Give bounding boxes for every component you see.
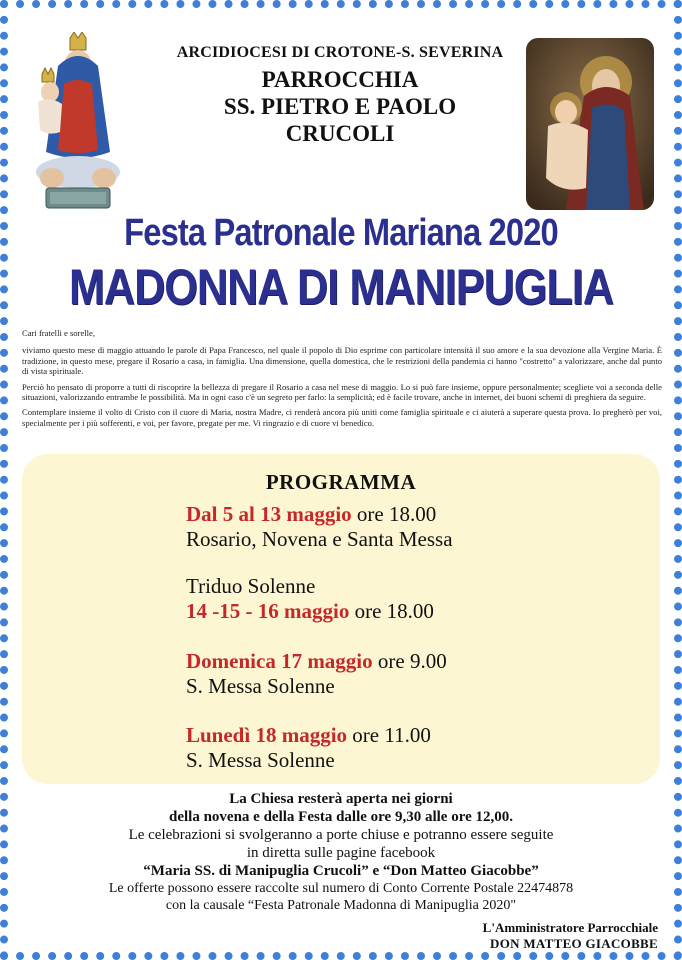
programme-desc: Rosario, Novena e Santa Messa	[186, 527, 453, 551]
festival-title: Festa Patronale Mariana 2020	[124, 212, 558, 254]
offer-line: con la causale “Festa Patronale Madonna di Manipuglia 2020"	[165, 898, 517, 913]
programme-item	[186, 723, 431, 773]
programme-time: ore 18.00	[351, 502, 437, 526]
programme-item	[186, 574, 434, 624]
info-line: Le celebrazioni si svolgeranno a porte chiuse e potranno essere seguite	[128, 827, 554, 843]
info-line: in diretta sulle pagine facebook	[246, 845, 436, 861]
programme-title: PROGRAMMA	[265, 470, 417, 494]
info-line: della novena e della Festa dalle ore 9,30 alle ore 12,00.	[169, 809, 513, 825]
letter-paragraph: viviamo questo mese di maggio attuando le parole di Papa Francesco, nel quale il popolo di Dio esprime con particolare intensità il suo amore e la sua devozione alla Vergine Maria. È tradizione, in questo mese, pregare il Rosario a casa, in famiglia. Una dimensione, quella domestica, che le restrizioni della pandemia ci hanno "costretto" a valorizzare, anche dal punto di vista spirituale.	[22, 345, 662, 377]
facebook-pages: “Maria SS. di Manipuglia Crucoli” e “Don Matteo Giacobbe”	[143, 863, 539, 879]
parish-line: SS. PIETRO E PAOLO	[223, 94, 457, 119]
programme-date: 14 -15 - 16 maggio	[186, 599, 350, 623]
programme-time: ore 11.00	[347, 723, 431, 747]
info-line: La Chiesa resterà aperta nei giorni	[229, 791, 453, 807]
parish-line: CRUCOLI	[285, 121, 395, 146]
programme-time: ore 9.00	[372, 649, 447, 673]
pastoral-letter	[22, 328, 662, 433]
programme-box	[22, 454, 660, 784]
offer-info	[40, 880, 642, 914]
programme-item	[186, 502, 453, 552]
diocese-heading: ARCIDIOCESI DI CROTONE-S. SEVERINA	[176, 44, 504, 61]
programme-time: ore 18.00	[349, 599, 434, 623]
letter-paragraph: Contemplare insieme il volto di Cristo con il cuore di Maria, nostra Madre, ci renderà ancora più uniti come famiglia spirituale e ci aiuterà a superare questa prova. Io pregherò per voi, specialmente per i più sofferenti, e voi, per favore, pregate per me. Vi ringrazio e di cuore vi benedico.	[22, 407, 662, 428]
madonna-title: MADONNA DI MANIPUGLIA	[68, 259, 614, 315]
offer-line: Le offerte possono essere raccolte sul numero di Conto Corrente Postale 22474878	[108, 881, 574, 896]
letter-paragraph: Perciò ho pensato di proporre a tutti di riscoprire la bellezza di pregare il Rosario a casa nel mese di maggio. Lo si può fare insieme, oppure personalmente; scegliete voi a seconda delle situazioni, valorizzando entrambe le possibilità. Ma in ogni caso c'è un segreto per farlo: la semplicità; ed è facile trovare, anche in internet, dei buoni schemi di preghiera da seguire.	[22, 381, 662, 403]
programme-desc: Triduo Solenne	[186, 574, 316, 598]
programme-date: Lunedì 18 maggio	[186, 723, 348, 747]
programme-date: Domenica 17 maggio	[186, 649, 373, 673]
programme-desc: S. Messa Solenne	[186, 674, 335, 698]
parish-line: PARROCCHIA	[261, 67, 419, 92]
signature-role: L'Amministratore Parrocchiale	[482, 920, 658, 935]
madonna-statue-image	[28, 32, 128, 214]
programme-item	[186, 649, 447, 699]
signature-name: DON MATTEO GIACOBBE	[490, 936, 658, 951]
letter-greeting: Cari fratelli e sorelle,	[22, 328, 96, 338]
madonna-painting-image	[526, 38, 654, 210]
opening-info	[40, 790, 642, 880]
parish-heading	[150, 66, 530, 147]
programme-date: Dal 5 al 13 maggio	[186, 502, 352, 526]
signature	[483, 920, 658, 952]
programme-desc: S. Messa Solenne	[186, 748, 335, 772]
